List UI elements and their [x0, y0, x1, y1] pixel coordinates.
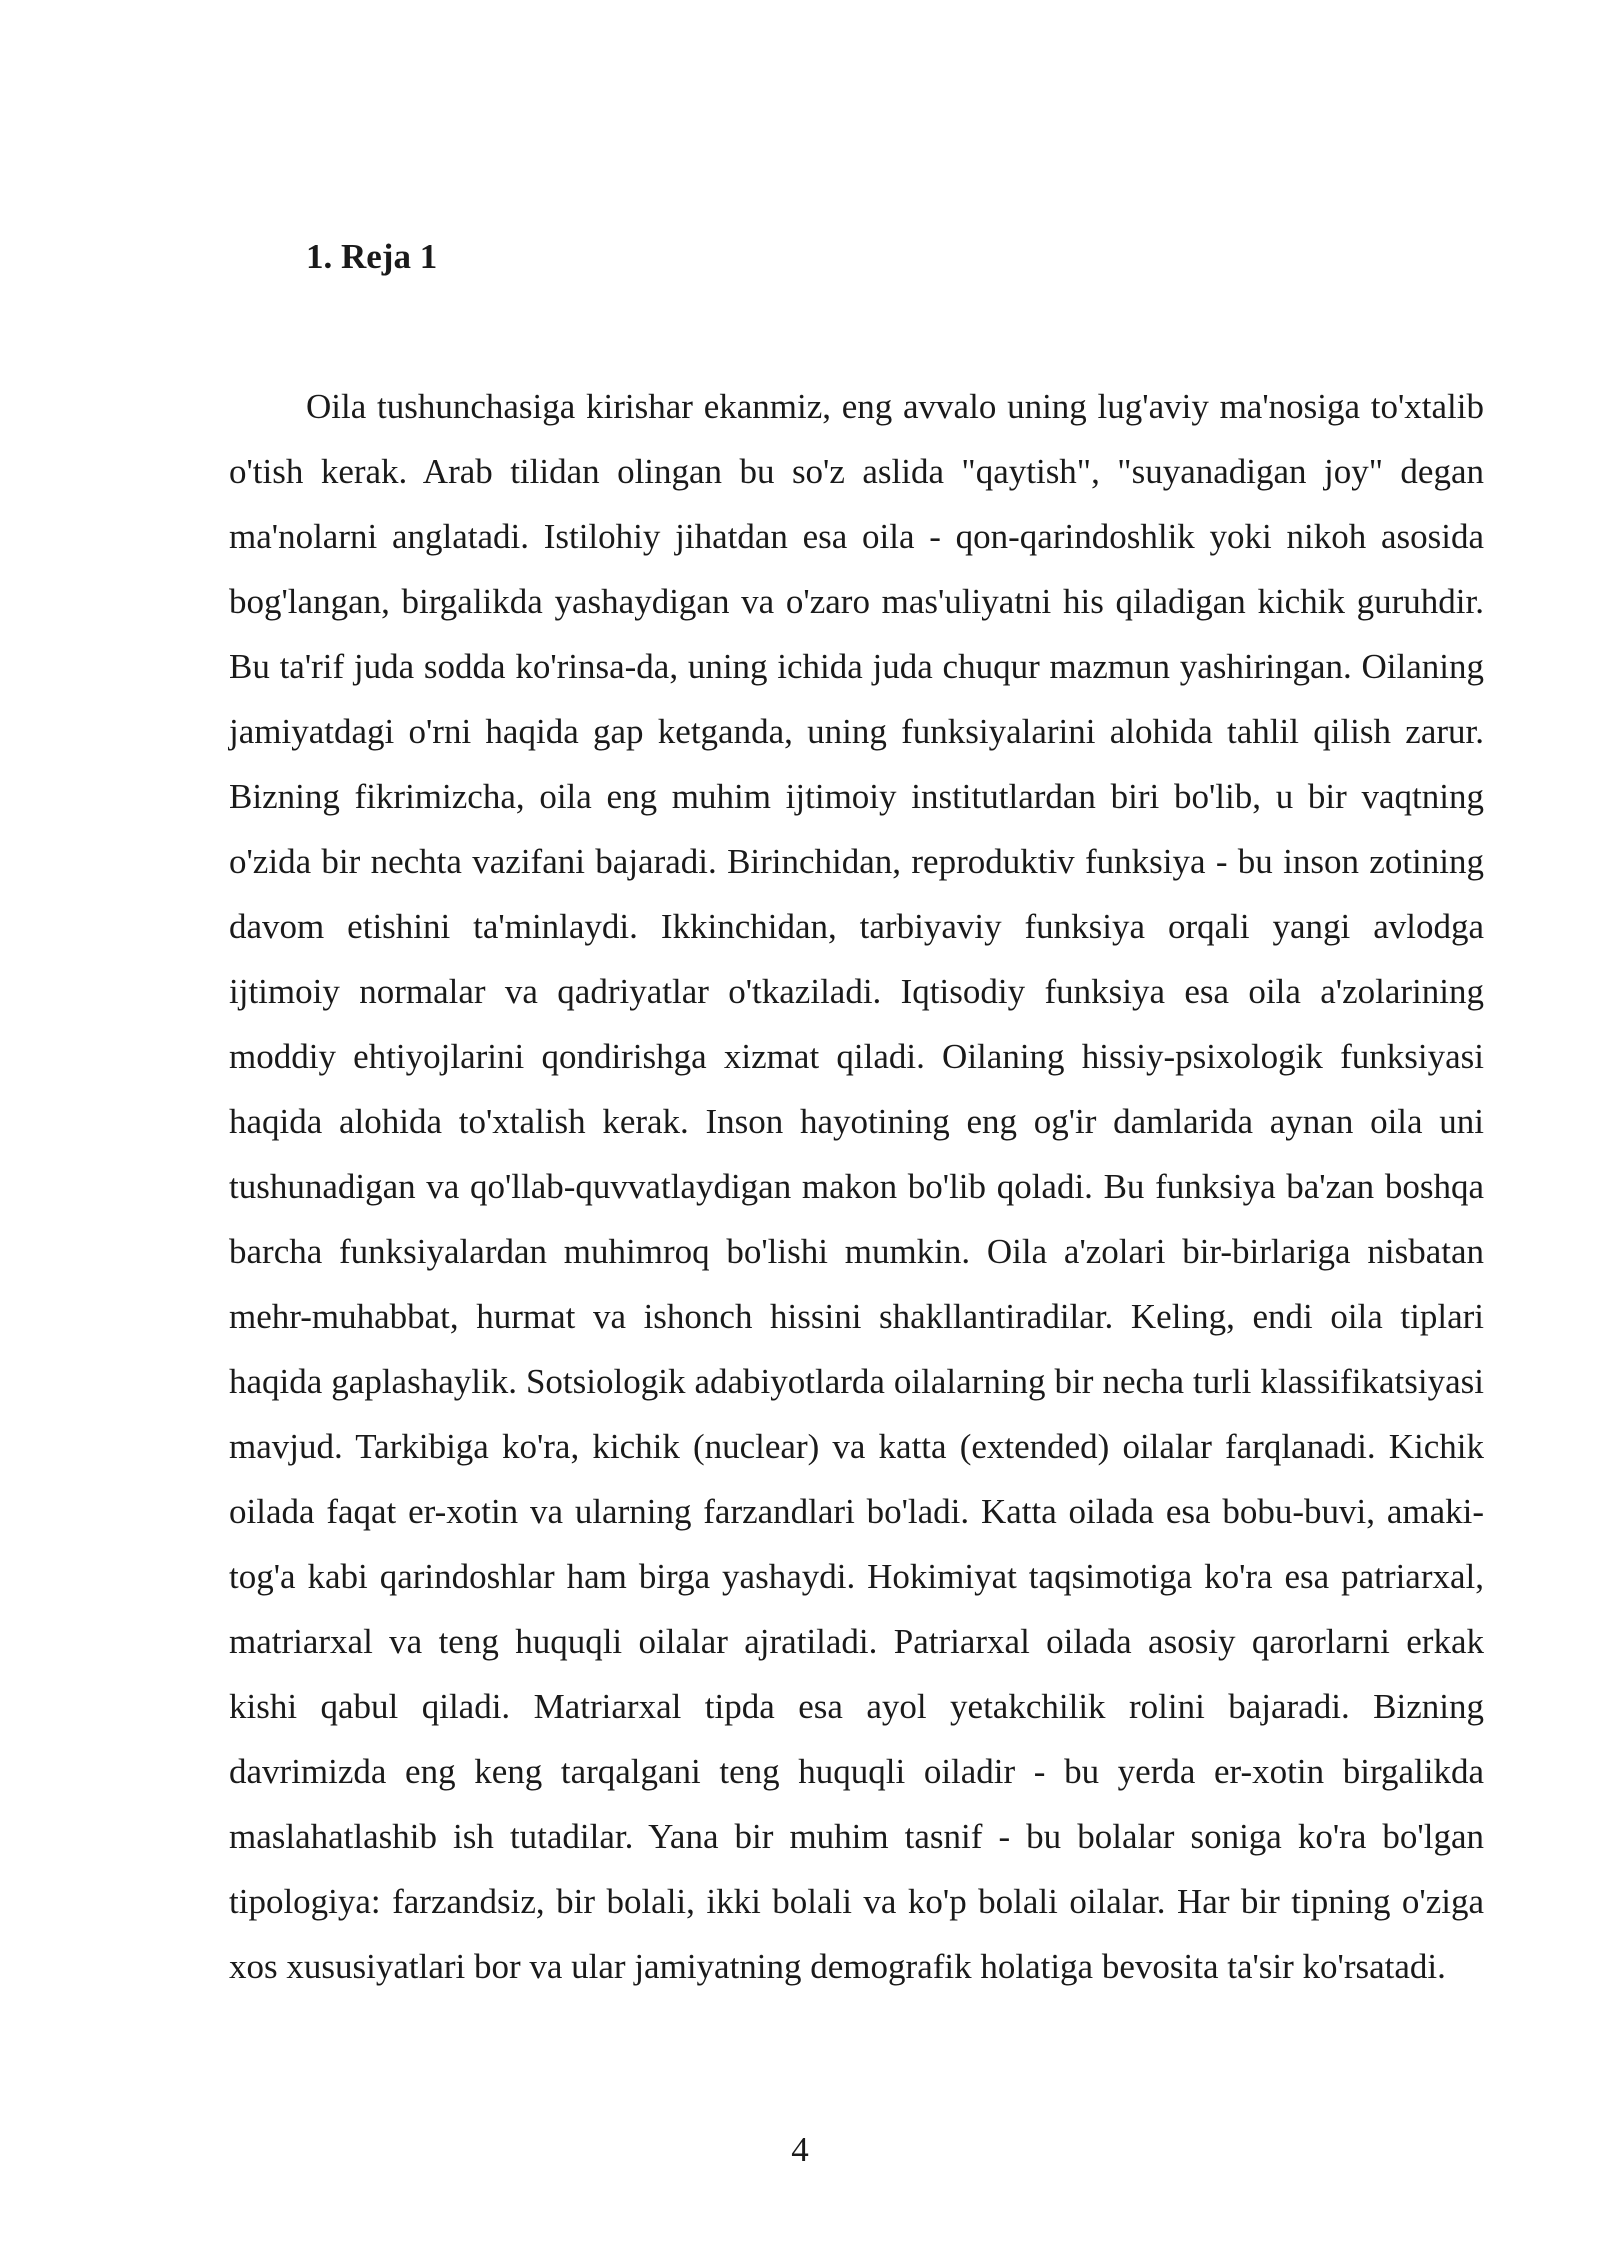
section-heading: 1. Reja 1	[306, 237, 438, 276]
body-paragraph: Oila tushunchasiga kirishar ekanmiz, eng avvalo uning lug'aviy ma'nosiga to'xtalib o'tish kerak. Arab tilidan olingan bu so'z aslida "qaytish", "suyanadigan joy" degan ma'nolarni anglatadi. Istilohiy jihatdan esa oila - qon-qarindoshlik yoki nikoh asosida bog'langan, birgalikda yashaydigan va o'zaro mas'uliyatni his qiladigan kichik guruhdir. Bu ta'rif juda sodda ko'rinsa-da, uning ichida juda chuqur mazmun yashiringan. Oilaning jamiyatdagi o'rni haqida gap ketganda, uning funksiyalarini alohida tahlil qilish zarur. Bizning fikrimizcha, oila eng muhim ijtimoiy institutlardan biri bo'lib, u bir vaqtning o'zida bir nechta vazifani bajaradi. Birinchidan, reproduktiv funksiya - bu inson zotining davom etishini ta'minlaydi. Ikkinchidan, tarbiyaviy funksiya orqali yangi avlodga ijtimoiy normalar va qadriyatlar o'tkaziladi. Iqtisodiy funksiya esa oila a'zolarining moddiy ehtiyojlarini qondirishga xizmat qiladi. Oilaning hissiy-psixologik funksiyasi haqida alohida to'xtalish kerak. Inson hayotining eng og'ir damlarida aynan oila uni tushunadigan va qo'llab-quvvatlaydigan makon bo'lib qoladi. Bu funksiya ba'zan boshqa barcha funksiyalardan muhimroq bo'lishi mumkin. Oila a'zolari bir-birlariga nisbatan mehr-muhabbat, hurmat va ishonch hissini shakllantiradilar. Keling, endi oila tiplari haqida gaplashaylik. Sotsiologik adabiyotlarda oilalarning bir necha turli klassifikatsiyasi mavjud. Tarkibiga ko'ra, kichik (nuclear) va katta (extended) oilalar farqlanadi. Kichik oilada faqat er-xotin va ularning farzandlari bo'ladi. Katta oilada esa bobu-buvi, amaki-tog'a kabi qarindoshlar ham birga yashaydi. Hokimiyat taqsimotiga ko'ra esa patriarxal, matriarxal va teng huquqli oilalar ajratiladi. Patriarxal oilada asosiy qarorlarni erkak kishi qabul qiladi. Matriarxal tipda esa ayol yetakchilik rolini bajaradi. Bizning davrimizda eng keng tarqalgani teng huquqli oiladir - bu yerda er-xotin birgalikda maslahatlashib ish tutadilar. Yana bir muhim tasnif - bu bolalar soniga ko'ra bo'lgan tipologiya: farzandsiz, bir bolali, ikki bolali va ko'p bolali oilalar. Har bir tipning o'ziga xos xususiyatlari bor va ular jamiyatning demografik holatiga bevosita ta'sir ko'rsatadi.	[229, 387, 1484, 1986]
page-number: 4	[791, 2130, 809, 2169]
